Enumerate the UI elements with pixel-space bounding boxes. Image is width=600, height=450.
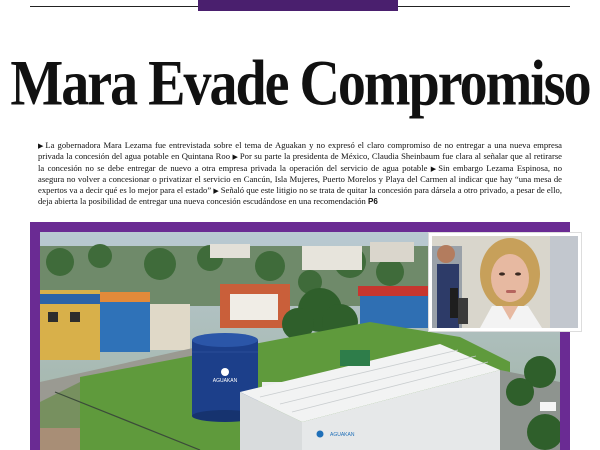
page-reference: P6 <box>368 197 378 207</box>
lede-paragraph <box>38 140 562 207</box>
governor-inset-photo <box>429 233 581 331</box>
lede-sentence-2: Por su parte la presidenta de México, Claudia Sheinbaum fue clara al señalar que al retirarse la concesión no se debe entregar de nuevo a otra empresa privada la operación del servicio de agua potable <box>38 151 562 173</box>
bullet-arrow-icon: ▶ <box>232 153 238 162</box>
bullet-arrow-icon: ▶ <box>213 186 219 195</box>
lede-sentence-3: Sin embargo Lezama Espinosa, no asegura no volver a concesionar o privatizar el servicio en Cancún, Isla Mujeres, Puerto Morelos y Playa del Carmen al indicar que hay “una mesa de expertos va a decir qué es lo mejor para el estado” <box>38 162 562 195</box>
bullet-arrow-icon: ▶ <box>38 142 44 150</box>
building-logo-label: AGUAKAN <box>330 432 355 438</box>
lede-sentence-4: Señaló que este litigio no se trata de quitar la concesión para dársela a otro privado, a pesar de ello, deja abierta la posibilidad de entregar una nueva concesión escudándose en una recomendación <box>38 184 562 207</box>
headline: Mara Evade Compromiso <box>10 48 590 120</box>
tank-logo-label: AGUAKAN <box>212 378 238 384</box>
section-tab <box>198 0 398 11</box>
bullet-arrow-icon: ▶ <box>430 164 437 173</box>
lede-sentence-1: La gobernadora Mara Lezama fue entrevistada sobre el tema de Aguakan y no expresó el claro compromiso de no entregar a una nueva empresa privada la concesión del agua potable en Quintana Roo <box>38 140 562 162</box>
